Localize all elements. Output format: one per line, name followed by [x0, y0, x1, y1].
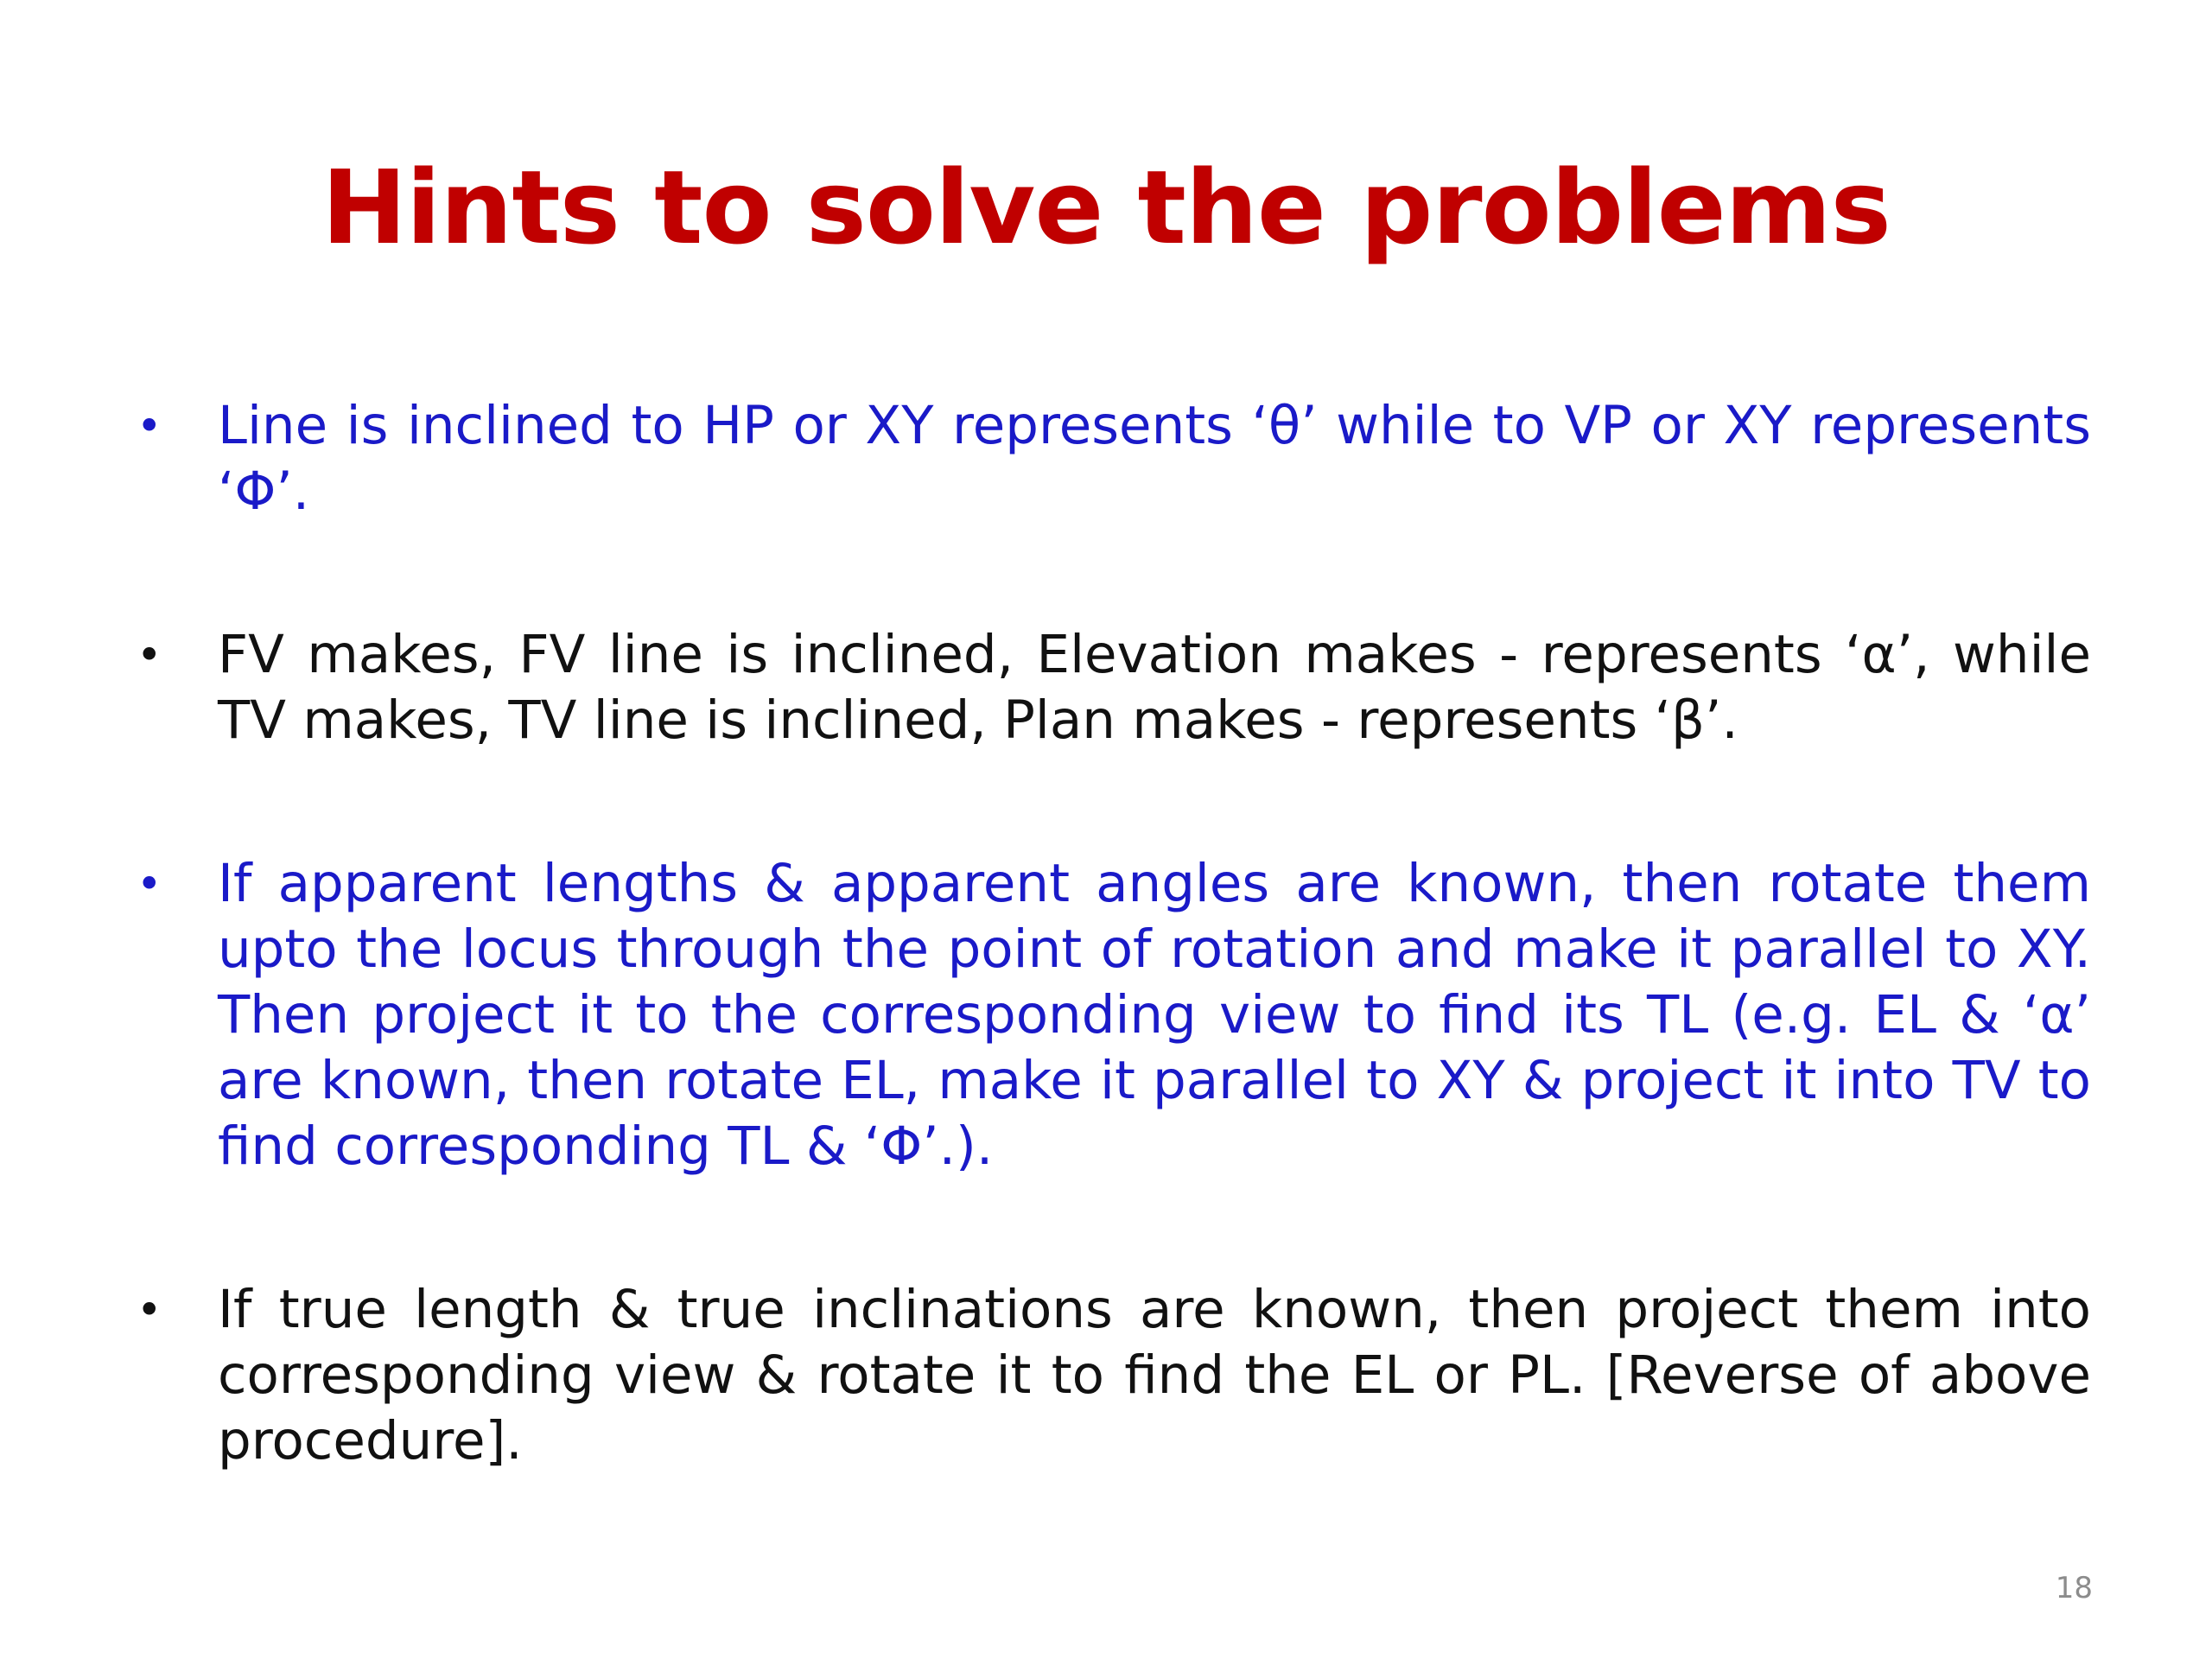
bullet-dot-icon: •	[137, 401, 162, 451]
bullet-text: FV makes, FV line is inclined, Elevation makes - represents ‘α’, while TV makes, TV line is inclined, Plan makes - represents ‘β’.	[218, 624, 2091, 751]
bullet-item	[130, 1277, 2091, 1474]
bullet-dot-icon: •	[137, 859, 162, 909]
bullet-text: If apparent lengths & apparent angles are known, then rotate them upto the locus through the point of rotation and make it parallel to XY. Then project it to the corresponding view to find its TL (e.g. EL & ‘α’ are known, then rotate EL, make it parallel to XY & project it into TV to find corresponding TL & ‘Φ’.).	[218, 853, 2091, 1177]
page-number: 18	[2055, 1571, 2093, 1605]
bullet-item	[130, 622, 2091, 753]
bullet-text: If true length & true inclinations are known, then project them into corresponding view & rotate it to find the EL or PL. [Reverse of above procedure].	[218, 1279, 2091, 1471]
bullet-list	[130, 393, 2091, 1474]
bullet-dot-icon: •	[137, 630, 162, 680]
bullet-text: Line is inclined to HP or XY represents ‘θ’ while to VP or XY represents ‘Φ’.	[218, 395, 2091, 522]
bullet-item	[130, 393, 2091, 524]
bullet-dot-icon: •	[137, 1285, 162, 1335]
slide-title: Hints to solve the problems	[321, 148, 1891, 267]
bullet-item	[130, 851, 2091, 1179]
